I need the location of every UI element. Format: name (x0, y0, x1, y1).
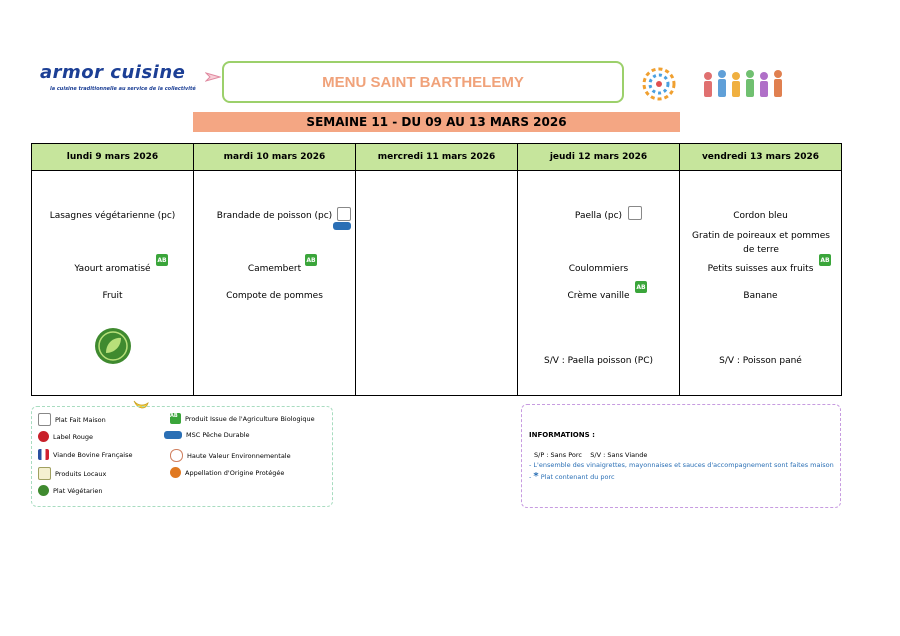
organic-ab-icon: AB (156, 254, 168, 266)
brand-logo: armor cuisine (40, 62, 186, 83)
menu-title: MENU SAINT BARTHELEMY (322, 73, 524, 91)
tuesday-main: Brandade de poisson (pc) (216, 211, 333, 221)
day-header-thursday: jeudi 12 mars 2026 (518, 144, 680, 171)
legend-hve-label: Haute Valeur Environnementale (187, 451, 291, 460)
organic-ab-icon: AB (635, 281, 647, 293)
legend-label-rouge (38, 431, 93, 442)
legend-msc (164, 431, 250, 439)
thursday-dessert: Crème vanille (567, 291, 630, 301)
menu-title-box (222, 61, 624, 103)
friday-main: Cordon bleu (733, 211, 788, 221)
organic-ab-icon: AB (305, 254, 317, 266)
info-title: INFORMATIONS : (529, 431, 595, 439)
menu-row (32, 171, 842, 396)
msc-icon (164, 431, 182, 439)
legend-french-beef-label: Viande Bovine Française (53, 450, 133, 459)
thursday-no-meat: S/V : Paella poisson (PC) (543, 356, 653, 366)
day-cell-wednesday (356, 171, 518, 396)
legend-french-beef (38, 449, 132, 460)
friday-no-meat: S/V : Poisson pané (719, 356, 802, 366)
vegetarian-icon (38, 485, 49, 496)
day-cell-friday (680, 171, 842, 396)
day-header-friday: vendredi 13 mars 2026 (680, 144, 842, 171)
friday-dessert: Banane (743, 291, 778, 301)
friday-dairy: Petits suisses aux fruits (707, 264, 814, 274)
day-cell-thursday (518, 171, 680, 396)
legend-vegetarian-label: Plat Végétarien (53, 486, 103, 495)
local-products-icon (38, 467, 51, 480)
organic-ab-icon: AB (819, 254, 831, 266)
legend-aop-label: Appellation d'Origine Protégée (185, 468, 285, 477)
info-pork-note (529, 471, 615, 482)
tuesday-dairy: Camembert (247, 264, 302, 274)
day-header-monday: lundi 9 mars 2026 (32, 144, 194, 171)
homemade-icon (337, 207, 351, 221)
legend-box (31, 406, 333, 507)
legend-msc-label: MSC Pêche Durable (186, 431, 250, 439)
homemade-icon (38, 413, 51, 426)
thursday-dairy: Coulommiers (568, 264, 629, 274)
week-banner (193, 112, 680, 132)
organic-ab-icon: AB (170, 413, 181, 424)
menu-table (31, 143, 842, 396)
info-sauces: - L'ensemble des vinaigrettes, mayonnaises et sauces d'accompagnement sont faites maison (529, 461, 834, 469)
legend-organic-label: Produit Issue de l'Agriculture Biologique (185, 414, 315, 423)
legend-vegetarian (38, 485, 103, 496)
french-beef-icon (38, 449, 49, 460)
bullet-icon: - (529, 473, 534, 481)
monday-main: Lasagnes végétarienne (pc) (49, 211, 176, 221)
week-label: SEMAINE 11 - DU 09 AU 13 MARS 2026 (306, 115, 567, 129)
day-cell-tuesday (194, 171, 356, 396)
aop-icon (170, 467, 181, 478)
monday-dessert: Fruit (102, 291, 123, 301)
legend-organic (170, 413, 315, 424)
brand-tagline: la cuisine traditionnelle au service de la collectivité (50, 86, 196, 92)
legend-local (38, 467, 106, 480)
info-abbreviations: S/P : Sans Porc S/V : Sans Viande (534, 451, 648, 459)
day-header-wednesday: mercredi 11 mars 2026 (356, 144, 518, 171)
info-pork-label: Plat contenant du porc (540, 473, 615, 481)
legend-homemade (38, 413, 106, 426)
label-rouge-icon (38, 431, 49, 442)
homemade-icon (628, 206, 642, 220)
days-header-row (32, 144, 842, 171)
info-box (521, 404, 841, 508)
friday-side: Gratin de poireaux et pommes de terre (692, 231, 830, 255)
legend-homemade-label: Plat Fait Maison (55, 415, 106, 424)
hve-icon (170, 449, 183, 462)
legend-hve (170, 449, 291, 462)
legend-aop (170, 467, 284, 478)
asterisk-icon: * (533, 471, 539, 482)
children-group-icon (700, 66, 788, 102)
bookmark-icon (205, 68, 221, 80)
monday-dairy: Yaourt aromatisé (74, 264, 151, 274)
day-cell-monday (32, 171, 194, 396)
vegetarian-icon (94, 327, 132, 369)
children-circle-icon (640, 65, 678, 103)
legend-local-label: Produits Locaux (55, 469, 107, 478)
thursday-main: Paella (pc) (574, 211, 623, 221)
day-header-tuesday: mardi 10 mars 2026 (194, 144, 356, 171)
legend-label-rouge-label: Label Rouge (53, 432, 94, 441)
msc-icon (333, 222, 351, 230)
tuesday-dessert: Compote de pommes (226, 291, 323, 301)
